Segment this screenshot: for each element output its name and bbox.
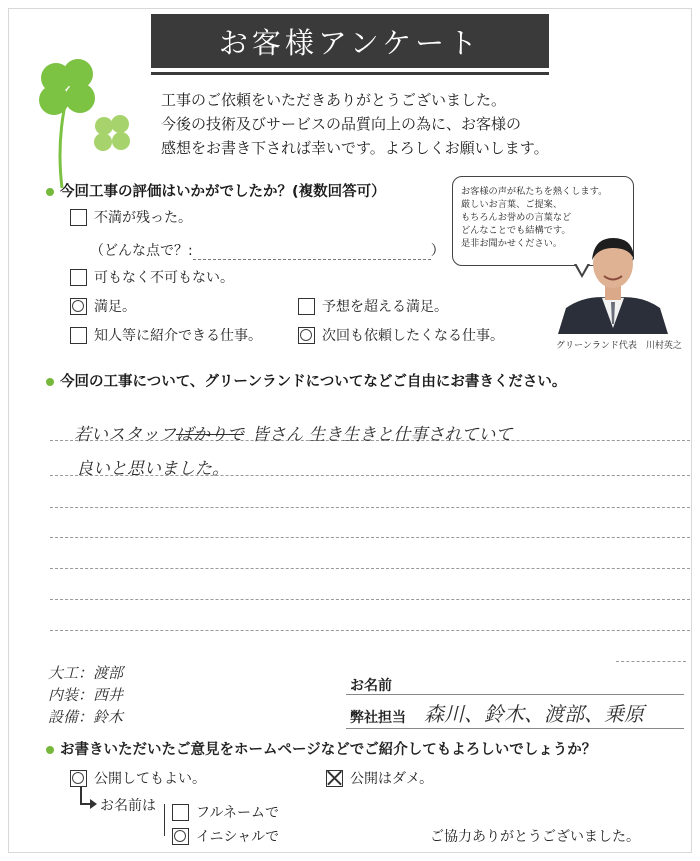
option-label: 満足。	[94, 299, 136, 315]
ruled-line	[50, 537, 690, 538]
circle-mark-icon	[72, 300, 84, 312]
q1-detail-line[interactable]	[90, 240, 445, 260]
handwritten-text: 若いスタッフ	[74, 425, 176, 445]
q1-option-satisfied[interactable]	[70, 296, 136, 316]
president-caption: グリーンランド代表 川村英之	[556, 341, 682, 351]
checkbox-checked[interactable]	[70, 770, 87, 787]
intro-line: 今後の技術及びサービスの品質向上の為に、お客様の	[161, 115, 522, 133]
checkbox-checked[interactable]	[70, 298, 87, 315]
name-label: お名前	[350, 678, 392, 694]
detail-label: （どんな点で？:	[90, 243, 193, 259]
option-label: 公開してもよい。	[94, 771, 206, 787]
ruled-line	[616, 661, 686, 662]
q1-option-recommendable[interactable]	[70, 325, 262, 345]
struck-text: ばかりで	[176, 425, 244, 445]
staff-label: 弊社担当	[350, 710, 406, 726]
option-label: 次回も依頼したくなる仕事。	[322, 328, 504, 344]
ruled-line	[50, 568, 690, 569]
staff-note: 大工：渡部	[48, 664, 124, 682]
circle-mark-icon	[72, 772, 84, 784]
q1-option-neutral[interactable]	[70, 267, 234, 287]
checkbox-crossed[interactable]	[326, 770, 343, 787]
bullet-icon	[46, 746, 54, 754]
bubble-line: もちろんお誉めの言葉など	[461, 212, 572, 223]
checkbox[interactable]	[70, 209, 87, 226]
checkbox-checked[interactable]	[172, 828, 189, 845]
name-prompt: お名前は	[100, 798, 156, 814]
staff-note: 設備：鈴木	[48, 708, 124, 726]
checkbox[interactable]	[172, 804, 189, 821]
checkbox-checked[interactable]	[298, 327, 315, 344]
staff-value: 森川、鈴木、渡部、乗原	[424, 702, 644, 726]
bubble-line: 厳しいお言葉、ご提案、	[461, 199, 563, 210]
option-label: フルネームで	[196, 805, 280, 821]
publish-heading	[46, 738, 596, 759]
intro-line: 工事のご依頼をいただきありがとうございました。	[161, 91, 507, 109]
publish-ok-option[interactable]	[70, 768, 206, 788]
q2-heading	[46, 370, 566, 391]
detail-close: ）	[430, 243, 445, 259]
bubble-line: 是非お聞かせください。	[461, 238, 563, 249]
intro-text	[161, 88, 661, 160]
checkbox[interactable]	[70, 269, 87, 286]
bubble-line: どんなことでも結構です。	[461, 225, 571, 236]
small-clover-icon	[88, 110, 138, 160]
publish-question: お書きいただいたご意見をホームページなどでご紹介してもよろしいでしょうか？	[60, 742, 597, 758]
option-label: 公開はダメ。	[350, 771, 434, 787]
q1-option-dissatisfied[interactable]	[70, 207, 192, 227]
circle-mark-icon	[174, 830, 186, 842]
handwritten-text: 皆さん 生き生きと仕事されていて	[252, 425, 513, 445]
checkbox[interactable]	[298, 298, 315, 315]
option-label: 予想を超える満足。	[322, 299, 448, 315]
option-label: 可もなく不可もない。	[94, 270, 234, 286]
checkbox[interactable]	[70, 327, 87, 344]
intro-line: 感想をお書き下されば幸いです。よろしくお願いします。	[161, 139, 549, 157]
option-label: イニシャルで	[196, 829, 280, 845]
arrow-line	[80, 786, 82, 804]
handwritten-comment-line-1	[74, 420, 512, 445]
president-photo	[556, 228, 670, 334]
q1-question: 今回工事の評価はいかがでしたか？(複数回答可）	[60, 184, 386, 200]
option-label: 不満が残った。	[94, 210, 192, 226]
ruled-line	[50, 507, 690, 508]
detail-input[interactable]	[193, 247, 431, 260]
ruled-line	[50, 599, 690, 600]
publish-ng-option[interactable]	[326, 768, 433, 788]
circle-mark-icon	[300, 329, 312, 341]
bullet-icon	[46, 378, 54, 386]
bullet-icon	[46, 188, 54, 196]
title-underline	[151, 72, 549, 75]
q2-question: 今回の工事について、グリーンランドについてなどご自由にお書きください。	[60, 374, 567, 390]
staff-input-line[interactable]	[346, 728, 684, 729]
ruled-line	[50, 630, 690, 631]
fullname-option[interactable]	[172, 802, 279, 822]
q1-option-request-again[interactable]	[298, 325, 504, 345]
q1-option-beyond-expectation[interactable]	[298, 296, 448, 316]
name-input-line[interactable]	[346, 694, 684, 695]
staff-note: 内装：西井	[48, 686, 124, 704]
handwritten-comment-line-2: 良いと思いました。	[76, 459, 229, 479]
page-title: お客様アンケート	[151, 14, 549, 68]
option-label: 知人等に紹介できる仕事。	[94, 328, 262, 344]
thanks-text: ご協力ありがとうございました。	[430, 829, 640, 845]
bubble-line: お客様の声が私たちを熱くします。	[461, 186, 608, 197]
q1-heading	[46, 180, 386, 201]
initial-option[interactable]	[172, 826, 279, 846]
arrow-right-icon	[90, 799, 97, 809]
